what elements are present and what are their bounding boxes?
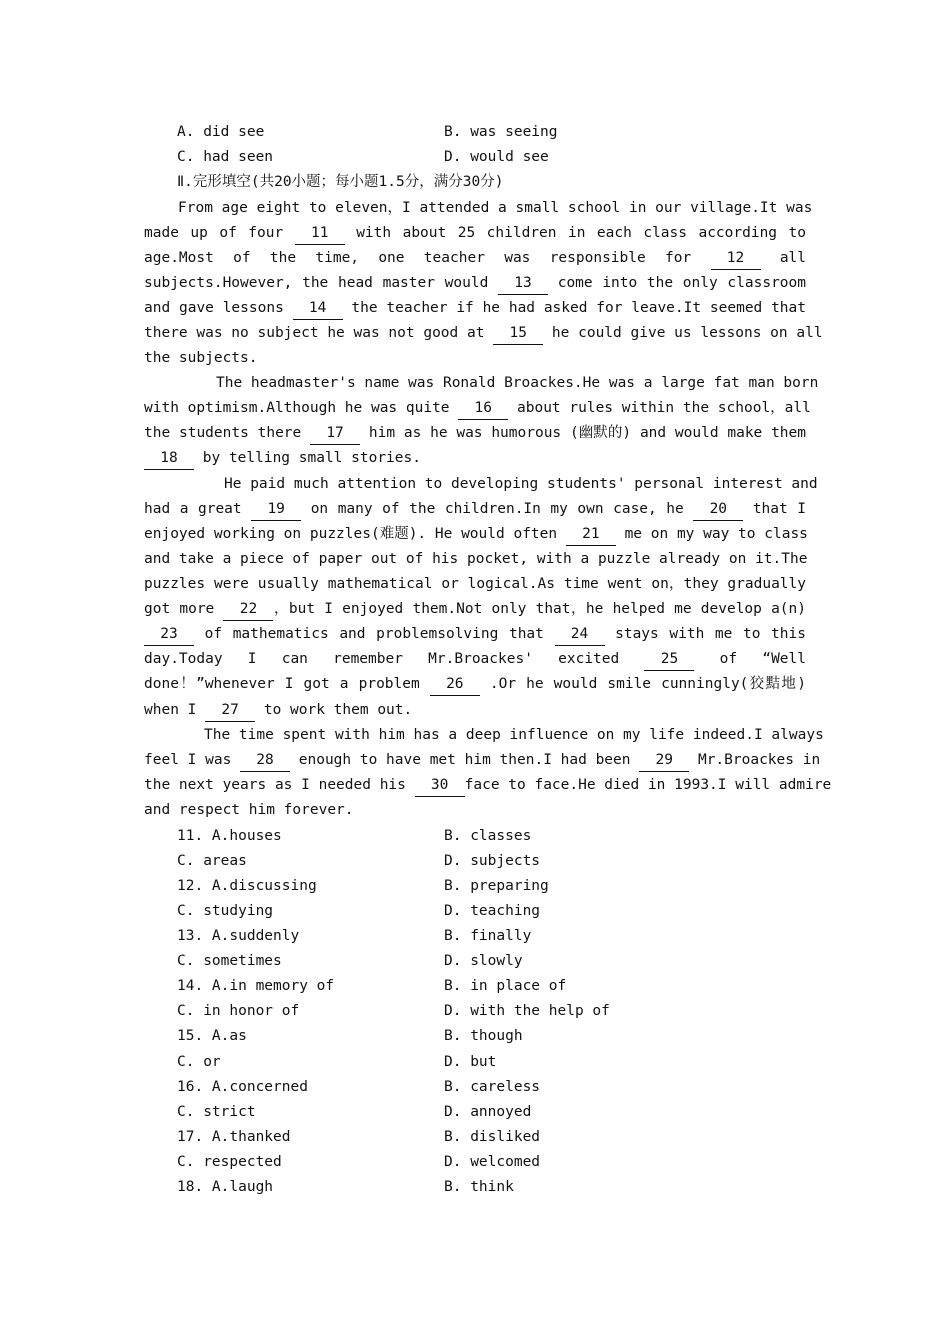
blank-11: 11 bbox=[295, 223, 345, 245]
blank-22: 22 bbox=[223, 599, 273, 621]
blank-26: 26 bbox=[430, 674, 480, 696]
passage-line: done！”whenever I got a problem 26 .Or he would smile cunningly(狡黠地) bbox=[144, 672, 806, 697]
blank-30: 30 bbox=[415, 775, 465, 797]
question-option: 14. A.in memory of bbox=[177, 978, 335, 994]
question-option: B. think bbox=[444, 1179, 514, 1195]
passage-line: age.Most of the time, one teacher was responsible for 12 all bbox=[144, 246, 806, 271]
passage-line: there was no subject he was not good at 15 he could give us lessons on all bbox=[144, 321, 806, 346]
passage-line: enjoyed working on puzzles(难题). He would often 21 me on my way to class bbox=[144, 522, 806, 547]
blank-25: 25 bbox=[644, 649, 694, 671]
passage-line: From age eight to eleven，I attended a small school in our village.It was bbox=[178, 200, 813, 216]
passage-line: feel I was 28 enough to have met him then.I had been 29 Mr.Broackes in bbox=[144, 748, 806, 773]
passage-line: when I 27 to work them out. bbox=[144, 698, 806, 723]
blank-23: 23 bbox=[144, 624, 194, 646]
passage-line: and gave lessons 14 the teacher if he had asked for leave.It seemed that bbox=[144, 296, 806, 321]
question-option: C. or bbox=[177, 1054, 221, 1070]
question-option: B. preparing bbox=[444, 878, 549, 894]
passage-line: 23 of mathematics and problemsolving that 24 stays with me to this bbox=[144, 622, 806, 647]
question-option: D. annoyed bbox=[444, 1104, 532, 1120]
blank-19: 19 bbox=[251, 499, 301, 521]
question-option: D. slowly bbox=[444, 953, 523, 969]
blank-15: 15 bbox=[493, 323, 543, 345]
passage-line: He paid much attention to developing students' personal interest and bbox=[224, 476, 818, 492]
prev-option-a: A. did see bbox=[177, 124, 265, 140]
blank-13: 13 bbox=[498, 273, 548, 295]
passage-line: puzzles were usually mathematical or logical.As time went on，they gradually bbox=[144, 576, 806, 592]
blank-18: 18 bbox=[144, 448, 194, 470]
question-option: C. respected bbox=[177, 1154, 282, 1170]
question-option: B. classes bbox=[444, 828, 532, 844]
blank-14: 14 bbox=[293, 298, 343, 320]
question-option: 11. A.houses bbox=[177, 828, 282, 844]
passage-line: the students there 17 him as he was humorous (幽默的) and would make them bbox=[144, 421, 806, 446]
blank-24: 24 bbox=[555, 624, 605, 646]
blank-27: 27 bbox=[205, 700, 255, 722]
passage-line: day.Today I can remember Mr.Broackes' excited 25 of “Well bbox=[144, 647, 806, 672]
question-option: D. teaching bbox=[444, 903, 541, 919]
passage-line: had a great 19 on many of the children.In my own case, he 20 that I bbox=[144, 497, 806, 522]
passage-line: The time spent with him has a deep influence on my life indeed.I always bbox=[204, 727, 824, 743]
prev-option-d: D. would see bbox=[444, 149, 549, 165]
question-option: B. careless bbox=[444, 1079, 541, 1095]
question-option: B. disliked bbox=[444, 1129, 541, 1145]
blank-28: 28 bbox=[240, 750, 290, 772]
question-option: 18. A.laugh bbox=[177, 1179, 274, 1195]
passage-line: got more 22 ，but I enjoyed them.Not only that，he helped me develop a(n) bbox=[144, 597, 806, 622]
passage-line: The headmaster's name was Ronald Broackes.He was a large fat man born bbox=[216, 375, 819, 391]
section-heading: Ⅱ.完形填空(共20小题；每小题1.5分，满分30分) bbox=[177, 174, 504, 190]
question-option: C. in honor of bbox=[177, 1003, 300, 1019]
question-option: D. with the help of bbox=[444, 1003, 610, 1019]
question-option: C. areas bbox=[177, 853, 247, 869]
prev-option-b: B. was seeing bbox=[444, 124, 558, 140]
question-option: 12. A.discussing bbox=[177, 878, 317, 894]
passage-line: made up of four 11 with about 25 children in each class according to bbox=[144, 221, 806, 246]
passage-line: 18 by telling small stories. bbox=[144, 446, 806, 471]
blank-20: 20 bbox=[693, 499, 743, 521]
question-option: C. strict bbox=[177, 1104, 256, 1120]
blank-29: 29 bbox=[639, 750, 689, 772]
passage-line: and take a piece of paper out of his pocket, with a puzzle already on it.The bbox=[144, 551, 808, 567]
question-option: 13. A.suddenly bbox=[177, 928, 300, 944]
question-option: B. though bbox=[444, 1028, 523, 1044]
prev-option-c: C. had seen bbox=[177, 149, 274, 165]
passage-line: and respect him forever. bbox=[144, 802, 354, 818]
question-option: D. subjects bbox=[444, 853, 541, 869]
passage-line: the next years as I needed his 30 face to face.He died in 1993.I will admire bbox=[144, 773, 806, 798]
question-option: 15. A.as bbox=[177, 1028, 247, 1044]
passage-line: subjects.However, the head master would 13 come into the only classroom bbox=[144, 271, 806, 296]
blank-16: 16 bbox=[458, 398, 508, 420]
question-option: B. finally bbox=[444, 928, 532, 944]
question-option: 17. A.thanked bbox=[177, 1129, 291, 1145]
blank-12: 12 bbox=[711, 248, 761, 270]
question-option: C. studying bbox=[177, 903, 274, 919]
passage-line: the subjects. bbox=[144, 350, 258, 366]
passage-line: with optimism.Although he was quite 16 about rules within the school，all bbox=[144, 396, 806, 421]
question-option: 16. A.concerned bbox=[177, 1079, 308, 1095]
question-option: D. but bbox=[444, 1054, 497, 1070]
question-option: B. in place of bbox=[444, 978, 567, 994]
question-option: C. sometimes bbox=[177, 953, 282, 969]
blank-17: 17 bbox=[310, 423, 360, 445]
blank-21: 21 bbox=[566, 524, 616, 546]
question-option: D. welcomed bbox=[444, 1154, 541, 1170]
